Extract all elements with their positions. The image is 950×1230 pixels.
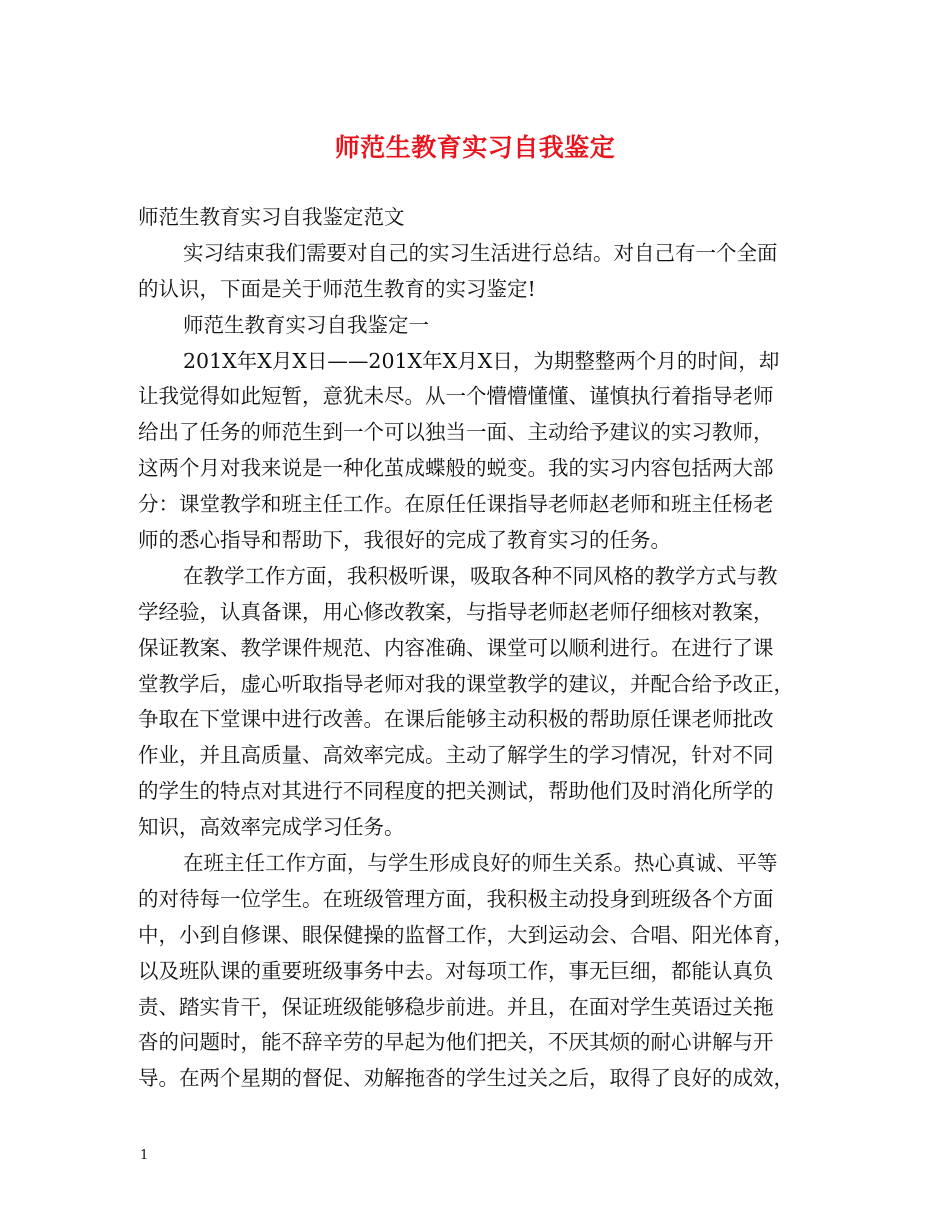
- text-line: 中，小到自修课、眼保健操的监督工作，大到运动会、合唱、阳光体育，: [138, 922, 794, 947]
- document-body: [138, 200, 814, 1097]
- text-line: 学经验，认真备课，用心修改教案，与指导老师赵老师仔细核对教案，: [138, 599, 774, 624]
- document-title: 师范生教育实习自我鉴定: [334, 133, 616, 162]
- page-number: 1: [140, 1148, 149, 1163]
- text-line: 在班主任工作方面，与学生形成良好的师生关系。热心真诚、平等: [183, 851, 778, 876]
- text-line: 责、踏实肯干，保证班级能够稳步前进。并且，在面对学生英语过关拖: [138, 994, 774, 1019]
- text-line: 在教学工作方面，我积极听课，吸取各种不同风格的教学方式与教: [183, 563, 778, 588]
- text-line: 师范生教育实习自我鉴定范文: [138, 205, 405, 229]
- text-line: 实习结束我们需要对自己的实习生活进行总结。对自己有一个全面: [183, 240, 778, 265]
- text-line: 的认识，下面是关于师范生教育的实习鉴定!: [138, 276, 536, 301]
- text-line: 的学生的特点对其进行不同程度的把关测试，帮助他们及时消化所学的: [138, 779, 774, 804]
- text-line: 分：课堂教学和班主任工作。在原任任课指导老师赵老师和班主任杨老: [138, 492, 774, 517]
- text-line: 给出了任务的师范生到一个可以独当一面、主动给予建议的实习教师，: [138, 420, 774, 445]
- text-line: 的对待每一位学生。在班级管理方面，我积极主动投身到班级各个方面: [138, 886, 774, 911]
- text-line: 让我觉得如此短暂，意犹未尽。从一个懵懵懂懂、谨慎执行着指导老师: [138, 384, 774, 409]
- text-line: 导。在两个星期的督促、劝解拖沓的学生过关之后，取得了良好的成效，: [138, 1066, 794, 1091]
- text-line: 这两个月对我来说是一种化茧成蝶般的蜕变。我的实习内容包括两大部: [138, 456, 774, 481]
- text-line: 师的悉心指导和帮助下，我很好的完成了教育实习的任务。: [138, 528, 671, 553]
- text-line: 以及班队课的重要班级事务中去。对每项工作，事无巨细，都能认真负: [138, 958, 774, 983]
- text-line: 堂教学后，虚心听取指导老师对我的课堂教学的建议，并配合给予改正，: [138, 671, 794, 696]
- text-line: 争取在下堂课中进行改善。在课后能够主动积极的帮助原任课老师批改: [138, 707, 774, 732]
- text-line: 保证教案、教学课件规范、内容准确、课堂可以顺利进行。在进行了课: [138, 635, 774, 660]
- text-line: 沓的问题时，能不辞辛劳的早起为他们把关，不厌其烦的耐心讲解与开: [138, 1030, 774, 1055]
- text-line: 作业，并且高质量、高效率完成。主动了解学生的学习情况，针对不同: [138, 743, 774, 768]
- text-line: 师范生教育实习自我鉴定一: [183, 312, 429, 337]
- text-line: 201X年X月X日——201X年X月X日，为期整整两个月的时间，却: [183, 348, 780, 373]
- text-line: 知识，高效率完成学习任务。: [138, 815, 405, 840]
